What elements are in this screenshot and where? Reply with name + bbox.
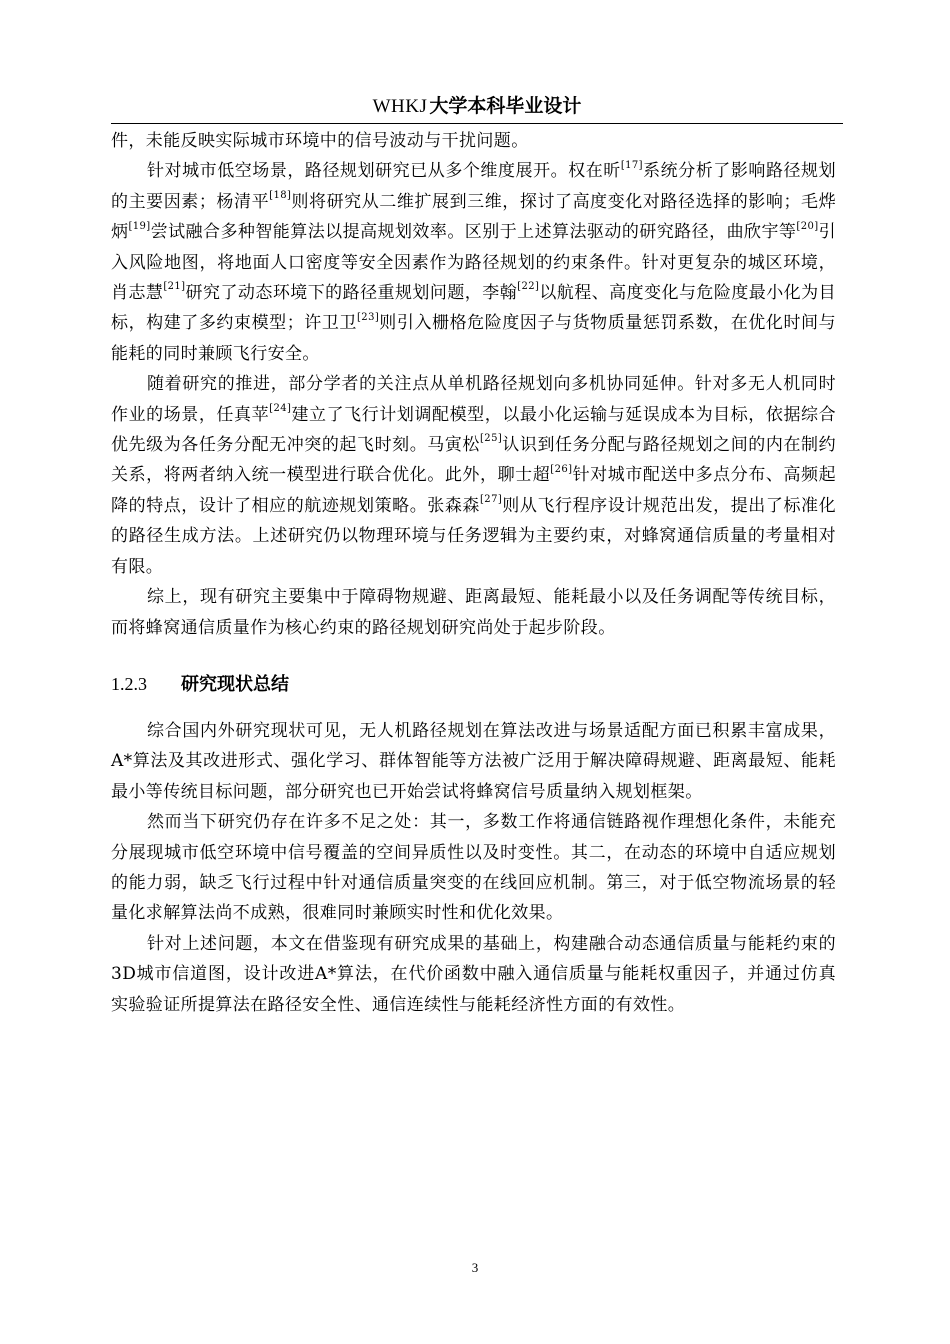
paragraph-text: 则从飞行程序设计规范出发，提出了标准化的路径生成方法。上述研究仍以物理环境与任务逻辑为主要约束，对蜂窝通信质量的考量相对有限。 (111, 495, 836, 577)
citation-ref: [22] (517, 281, 540, 293)
paragraph (111, 369, 836, 582)
citation-ref: [20] (796, 220, 819, 232)
page-header (111, 93, 843, 120)
paragraph-text: 尝试融合多种智能算法以提高规划效率。区别于上述算法驱动的研究路径，曲欣宇等 (150, 222, 797, 243)
paragraph-text: 系统分析了影响路径规划的主要因素；杨清平 (111, 161, 836, 212)
paragraph-group-2 (111, 716, 836, 1020)
paragraph (111, 807, 836, 929)
citation-ref: [26] (550, 463, 573, 475)
paragraph-text: 件，未能反映实际城市环境中的信号波动与干扰问题。 (111, 131, 529, 151)
page-number: 3 (471, 1260, 479, 1275)
paragraph-text: 建立了飞行计划调配模型，以最小化运输与延误成本为目标，依据综合优先级为各任务分配无冲突的起飞时刻。马寅松 (111, 404, 836, 456)
paragraph-text: 综上，现有研究主要集中于障碍物规避、距离最短、能耗最小以及任务调配等传统目标，而将蜂窝通信质量作为核心约束的路径规划研究尚处于起步阶段。 (111, 587, 836, 638)
paragraph-text: 综合国内外研究现状可见，无人机路径规划在算法改进与场景适配方面已积累丰富成果，A*算法及其改进形式、强化学习、群体智能等方法被广泛用于解决障碍规避、距离最短、能耗最小等传统目标问题，部分研究也已开始尝试将蜂窝信号质量纳入规划框架。 (111, 720, 836, 802)
citation-ref: [27] (480, 494, 503, 506)
paragraph (111, 716, 836, 807)
paragraph (111, 582, 836, 643)
paragraph-text: 针对城市配送中多点分布、高频起降的特点，设计了相应的航迹规划策略。张森森 (111, 465, 837, 516)
paragraph-text: 则将研究从二维扩展到三维，探讨了高度变化对路径选择的影响；毛烨炳 (111, 191, 836, 243)
citation-ref: [25] (480, 433, 503, 445)
section-heading (111, 671, 836, 698)
paragraph-text: 以航程、高度变化与危险度最小化为目标，构建了多约束模型；许卫卫 (111, 283, 836, 334)
section-number: 1.2.3 (111, 673, 147, 694)
body-text (111, 126, 836, 1020)
paragraph-text: 随着研究的推进，部分学者的关注点从单机路径规划向多机协同延伸。针对多无人机同时作业的场景，任真苹 (111, 374, 836, 425)
citation-ref: [17] (620, 159, 643, 171)
paragraph (111, 929, 836, 1020)
citation-ref: [24] (269, 403, 292, 414)
section-title: 研究现状总结 (181, 673, 289, 695)
citation-ref: [19] (128, 220, 151, 232)
header-latin: WHKJ (372, 96, 428, 117)
paragraph (111, 126, 836, 156)
header-title: 大学本科毕业设计 (429, 95, 582, 117)
paragraph-group-1 (111, 126, 836, 643)
citation-ref: [21] (163, 281, 186, 293)
header-rule (111, 123, 843, 124)
paragraph-text: 研究了动态环境下的路径重规划问题，李翰 (185, 283, 518, 304)
citation-ref: [23] (357, 311, 380, 323)
paragraph-text: 针对上述问题，本文在借鉴现有研究成果的基础上，构建融合动态通信质量与能耗约束的3D城市信道图，设计改进A*算法，在代价函数中融入通信质量与能耗权重因子，并通过仿真实验验证所提算法在路径安全性、通信连续性与能耗经济性方面的有效性。 (111, 933, 836, 1015)
paragraph-text: 引入风险地图，将地面人口密度等安全因素作为路径规划的约束条件。针对更复杂的城区环境，肖志慧 (111, 222, 836, 304)
paragraph-text: 针对城市低空场景，路径规划研究已从多个维度展开。权在昕 (147, 161, 621, 182)
citation-ref: [18] (269, 190, 292, 202)
paragraph-text: 然而当下研究仍存在许多不足之处：其一，多数工作将通信链路视作理想化条件，未能充分展现城市低空环境中信号覆盖的空间异质性以及时变性。其二，在动态的环境中自适应规划的能力弱，缺乏飞行过程中针对通信质量突变的在线回应机制。第三，对于低空物流场景的轻量化求解算法尚不成熟，很难同时兼顾实时性和优化效果。 (111, 812, 836, 924)
paragraph-text: 认识到任务分配与路径规划之间的内在制约关系，将两者纳入统一模型进行联合优化。此外，聊士超 (111, 435, 836, 486)
paragraph (111, 156, 836, 369)
paragraph-text: 则引入栅格危险度因子与货物质量惩罚系数，在优化时间与能耗的同时兼顾飞行安全。 (111, 313, 836, 364)
